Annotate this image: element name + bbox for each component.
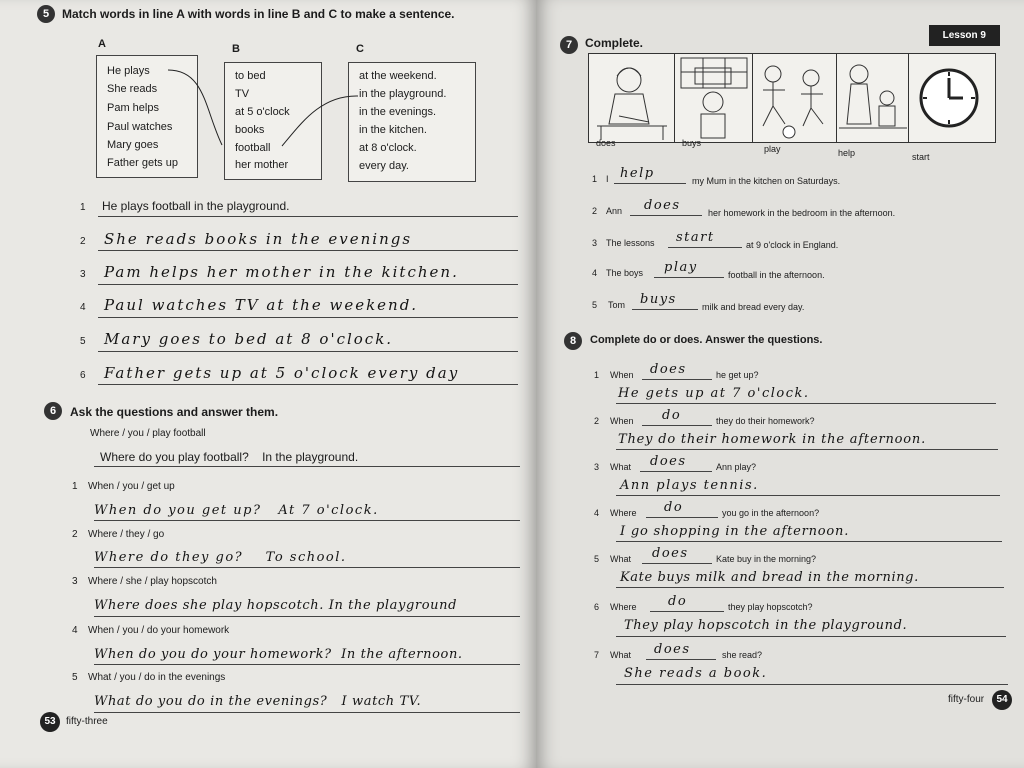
col-b-item: to bed <box>235 70 266 82</box>
item-number: 6 <box>594 602 600 612</box>
answer-line <box>616 587 1004 588</box>
column-a-label: A <box>98 38 106 50</box>
item-number: 2 <box>594 416 600 426</box>
col-b-item: TV <box>235 88 250 100</box>
handwritten-answer: When do you do your homework? In the afternoon. <box>94 647 463 662</box>
matching-lines <box>0 0 536 200</box>
answer-printed: He plays football in the playground. <box>102 199 290 213</box>
picture-label: help <box>838 148 856 158</box>
col-c-item: in the kitchen. <box>359 124 427 136</box>
item-after: milk and bread every day. <box>702 302 805 312</box>
handwritten-answer: start <box>676 230 715 245</box>
handwritten-answer: does <box>652 546 689 561</box>
lesson-tab: Lesson 9 <box>929 25 1000 46</box>
col-c-item: at 8 o'clock. <box>359 142 417 154</box>
item-after: Kate buy in the morning? <box>716 554 817 564</box>
exercise-6-badge: 6 <box>44 402 62 420</box>
question-prompt: Where / she / play hopscotch <box>88 576 217 587</box>
column-c-label: C <box>356 43 364 55</box>
col-c-item: at the weekend. <box>359 70 437 82</box>
item-before: When <box>610 416 634 426</box>
item-after: my Mum in the kitchen on Saturdays. <box>692 176 841 186</box>
handwritten-answer: Mary goes to bed at 8 o'clock. <box>104 330 394 348</box>
item-after: at 9 o'clock in England. <box>746 240 839 250</box>
page-number-badge: 54 <box>992 690 1012 710</box>
item-before: What <box>610 462 632 472</box>
item-number: 3 <box>592 238 598 248</box>
blank-line <box>668 247 742 248</box>
question-prompt: What / you / do in the evenings <box>88 672 226 683</box>
item-after: you go in the afternoon? <box>722 508 820 518</box>
handwritten-answer: Where does she play hopscotch. In the playground <box>94 598 457 613</box>
handwritten-answer: She reads books in the evenings <box>104 230 413 248</box>
example-answer: Where do you play football? In the playground. <box>100 450 359 464</box>
answer-line <box>616 636 1006 637</box>
answer-line <box>94 466 520 467</box>
picture-strip <box>588 53 996 143</box>
handwritten-reply: Ann plays tennis. <box>620 478 759 493</box>
question-number: 2 <box>72 529 78 540</box>
handwritten-answer: Pam helps her mother in the kitchen. <box>104 263 459 281</box>
item-before: Where <box>610 508 637 518</box>
exercise-6-title: Ask the questions and answer them. <box>70 405 279 419</box>
col-b-item: football <box>235 142 271 154</box>
item-number: 4 <box>594 508 600 518</box>
col-c-item: every day. <box>359 160 409 172</box>
blank-line <box>650 611 724 612</box>
answer-line <box>98 384 518 385</box>
col-a-item: Mary goes <box>107 139 159 151</box>
blank-line <box>646 517 718 518</box>
question-prompt: When / you / do your homework <box>88 625 230 636</box>
item-before: Ann <box>606 206 623 216</box>
page-number-badge: 53 <box>40 712 60 732</box>
picture-boys-football <box>753 54 837 142</box>
example-prompt: Where / you / play football <box>90 428 206 439</box>
picture-girl-homework <box>589 54 675 142</box>
question-number: 3 <box>72 576 78 587</box>
blank-line <box>642 425 712 426</box>
question-prompt: Where / they / go <box>88 529 165 540</box>
exercise-8-title: Complete do or does. Answer the questions. <box>590 334 823 346</box>
answer-number: 3 <box>80 269 86 280</box>
item-after: she read? <box>722 650 763 660</box>
handwritten-answer: does <box>650 454 687 469</box>
kitchen-illustration <box>837 54 909 142</box>
col-a-item: He plays <box>107 65 150 77</box>
answer-line <box>94 664 520 665</box>
item-before: I <box>606 174 609 184</box>
answer-line <box>94 616 520 617</box>
answer-line <box>94 712 520 713</box>
col-a-item: Pam helps <box>107 102 159 114</box>
handwritten-answer: When do you get up? At 7 o'clock. <box>94 503 379 518</box>
football-illustration <box>753 54 837 142</box>
handwritten-answer: help <box>620 166 655 181</box>
picture-clock <box>909 54 995 142</box>
item-before: When <box>610 370 634 380</box>
item-after: they play hopscotch? <box>728 602 813 612</box>
picture-label: does <box>596 138 616 148</box>
page-number-word: fifty-four <box>948 694 985 705</box>
answer-number: 6 <box>80 370 86 381</box>
handwritten-answer: What do you do in the evenings? I watch TV. <box>94 694 422 709</box>
handwritten-answer: Where do they go? To school. <box>94 550 347 565</box>
question-number: 4 <box>72 625 78 636</box>
picture-label: play <box>764 144 781 154</box>
item-number: 5 <box>592 300 598 310</box>
column-b-label: B <box>232 43 240 55</box>
picture-label: buys <box>682 138 702 148</box>
handwritten-answer: do <box>664 500 684 515</box>
answer-line <box>616 495 1000 496</box>
item-before: The lessons <box>606 238 655 248</box>
item-number: 3 <box>594 462 600 472</box>
col-a-item: Father gets up <box>107 157 178 169</box>
question-prompt: When / you / get up <box>88 481 175 492</box>
answer-number: 2 <box>80 236 86 247</box>
item-after: her homework in the bedroom in the afternoon. <box>708 208 896 218</box>
exercise-7-badge: 7 <box>560 36 578 54</box>
exercise-8-badge: 8 <box>564 332 582 350</box>
clock-icon <box>909 54 995 142</box>
question-number: 5 <box>72 672 78 683</box>
handwritten-reply: He gets up at 7 o'clock. <box>618 386 810 401</box>
answer-line <box>616 541 1002 542</box>
item-after: football in the afternoon. <box>728 270 825 280</box>
handwritten-answer: does <box>644 198 681 213</box>
item-before: What <box>610 554 632 564</box>
answer-line <box>94 520 520 521</box>
handwritten-answer: play <box>664 260 698 275</box>
blank-line <box>632 309 698 310</box>
handwritten-reply: They play hopscotch in the playground. <box>624 618 908 633</box>
handwritten-reply: They do their homework in the afternoon. <box>618 432 926 447</box>
col-c-item: in the playground. <box>359 88 447 100</box>
answer-line <box>98 351 518 352</box>
handwritten-reply: She reads a book. <box>624 666 768 681</box>
answer-line <box>616 684 1008 685</box>
picture-girls-kitchen <box>837 54 909 142</box>
col-b-item: her mother <box>235 159 289 171</box>
answer-number: 5 <box>80 336 86 347</box>
picture-label: start <box>912 152 930 162</box>
shop-illustration <box>675 54 753 142</box>
col-a-item: Paul watches <box>107 121 173 133</box>
answer-number: 1 <box>80 202 86 213</box>
handwritten-answer: Paul watches TV at the weekend. <box>104 296 419 314</box>
item-number: 1 <box>592 174 598 184</box>
item-after: he get up? <box>716 370 759 380</box>
answer-line <box>98 250 518 251</box>
col-a-item: She reads <box>107 83 158 95</box>
item-number: 1 <box>594 370 600 380</box>
blank-line <box>642 563 712 564</box>
page-number-word: fifty-three <box>66 716 108 727</box>
blank-line <box>646 659 716 660</box>
handwritten-answer: does <box>650 362 687 377</box>
blank-line <box>642 379 712 380</box>
item-before: Where <box>610 602 637 612</box>
answer-line <box>98 216 518 217</box>
item-before: What <box>610 650 632 660</box>
handwritten-reply: I go shopping in the afternoon. <box>620 524 850 539</box>
item-number: 7 <box>594 650 600 660</box>
blank-line <box>630 215 702 216</box>
handwritten-answer: buys <box>640 292 677 307</box>
col-b-item: at 5 o'clock <box>235 106 290 118</box>
answer-number: 4 <box>80 302 86 313</box>
exercise-5-badge: 5 <box>37 5 55 23</box>
handwritten-answer: does <box>654 642 691 657</box>
item-number: 5 <box>594 554 600 564</box>
girl-writing-illustration <box>589 54 675 142</box>
handwritten-answer: do <box>668 594 688 609</box>
answer-line <box>616 449 998 450</box>
answer-line <box>616 403 996 404</box>
question-number: 1 <box>72 481 78 492</box>
item-after: Ann play? <box>716 462 757 472</box>
col-c-item: in the evenings. <box>359 106 437 118</box>
handwritten-answer: do <box>662 408 682 423</box>
answer-line <box>98 284 518 285</box>
exercise-5-title: Match words in line A with words in line B and C to make a sentence. <box>62 7 455 21</box>
item-before: The boys <box>606 268 644 278</box>
blank-line <box>640 471 712 472</box>
blank-line <box>614 183 686 184</box>
answer-line <box>98 317 518 318</box>
item-before: Tom <box>608 300 626 310</box>
handwritten-answer: Father gets up at 5 o'clock every day <box>104 364 460 382</box>
item-number: 2 <box>592 206 598 216</box>
right-page <box>536 0 1024 768</box>
item-number: 4 <box>592 268 598 278</box>
col-b-item: books <box>235 124 265 136</box>
handwritten-reply: Kate buys milk and bread in the morning. <box>620 570 919 585</box>
item-after: they do their homework? <box>716 416 815 426</box>
answer-line <box>94 567 520 568</box>
blank-line <box>654 277 724 278</box>
exercise-7-title: Complete. <box>585 36 644 50</box>
picture-boy-shop <box>675 54 753 142</box>
